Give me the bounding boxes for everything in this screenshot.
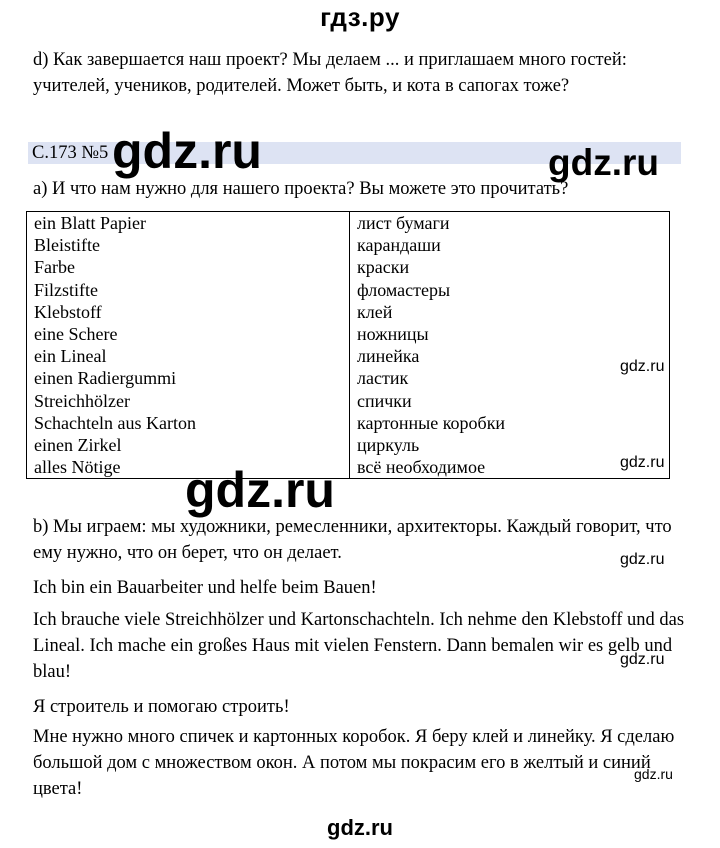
russian-word: карандаши [357,235,441,256]
german-word: einen Radiergummi [34,368,177,389]
russian-word: всё необходимое [357,457,486,478]
german-word: ein Lineal [34,346,107,367]
intro-d-paragraph: d) Как завершается наш проект? Мы делаем ... и приглашаем много гостей: учителей, учеников, родителей. Может быть, и кота в сапогах тоже? [33,50,627,96]
watermark-small: gdz.ru [620,358,665,375]
german-paragraph: Ich brauche viele Streichhölzer und Kartonschachteln. Ich nehme den Klebstoff und das Lineal. Ich mache ein großes Haus mit vielen Fenstern. Dann bemalen wir es gelb und blau! [33,610,685,682]
section-label: С.173 №5 [32,143,109,163]
watermark-tiny: gdz.ru [634,766,673,782]
german-word: einen Zirkel [34,435,122,456]
russian-word: картонные коробки [357,412,506,433]
vocabulary-table [26,211,670,479]
part-b-question: b) Мы играем: мы художники, ремесленники, архитекторы. Каждый говорит, что ему нужно, что он берет, что он делает. [33,517,672,563]
russian-sentence: Я строитель и помогаю строить! [33,697,290,717]
german-word: alles Nötige [34,457,121,478]
russian-word: фломастеры [357,279,451,300]
german-word: Filzstifte [34,279,98,300]
table-row [27,212,670,479]
german-word: eine Schere [34,324,118,345]
watermark-large: gdz.ru [112,123,262,179]
russian-word: циркуль [357,435,420,456]
german-word: Streichhölzer [34,390,130,411]
watermark-large: gdz.ru [185,462,335,518]
site-header-title: гдз.ру [320,2,400,32]
german-word: Klebstoff [34,301,102,322]
watermark-small: gdz.ru [620,454,665,471]
watermark-small: gdz.ru [620,551,665,568]
german-word: Schachteln aus Karton [34,412,196,433]
russian-column [350,212,670,479]
site-footer-title: gdz.ru [327,815,393,840]
russian-word: ластик [357,368,409,389]
german-word: Bleistifte [34,235,100,256]
russian-word: ножницы [357,324,429,345]
german-sentence: Ich bin ein Bauarbeiter und helfe beim Bauen! [33,578,377,598]
watermark-small: gdz.ru [620,651,665,668]
russian-word: линейка [357,346,420,367]
german-word: ein Blatt Papier [34,213,146,233]
russian-word: лист бумаги [357,213,450,233]
russian-paragraph: Мне нужно много спичек и картонных коробок. Я беру клей и линейку. Я сделаю большой дом с множеством окон. А потом мы покрасим его в желтый и синий цвета! [33,727,675,799]
german-word: Farbe [34,257,75,278]
watermark-medium: gdz.ru [548,142,659,183]
russian-word: спички [357,390,412,411]
russian-word: краски [357,257,410,278]
part-a-question: а) И что нам нужно для нашего проекта? Вы можете это прочитать? [33,179,569,199]
russian-word: клей [357,301,393,322]
german-column [27,212,350,479]
